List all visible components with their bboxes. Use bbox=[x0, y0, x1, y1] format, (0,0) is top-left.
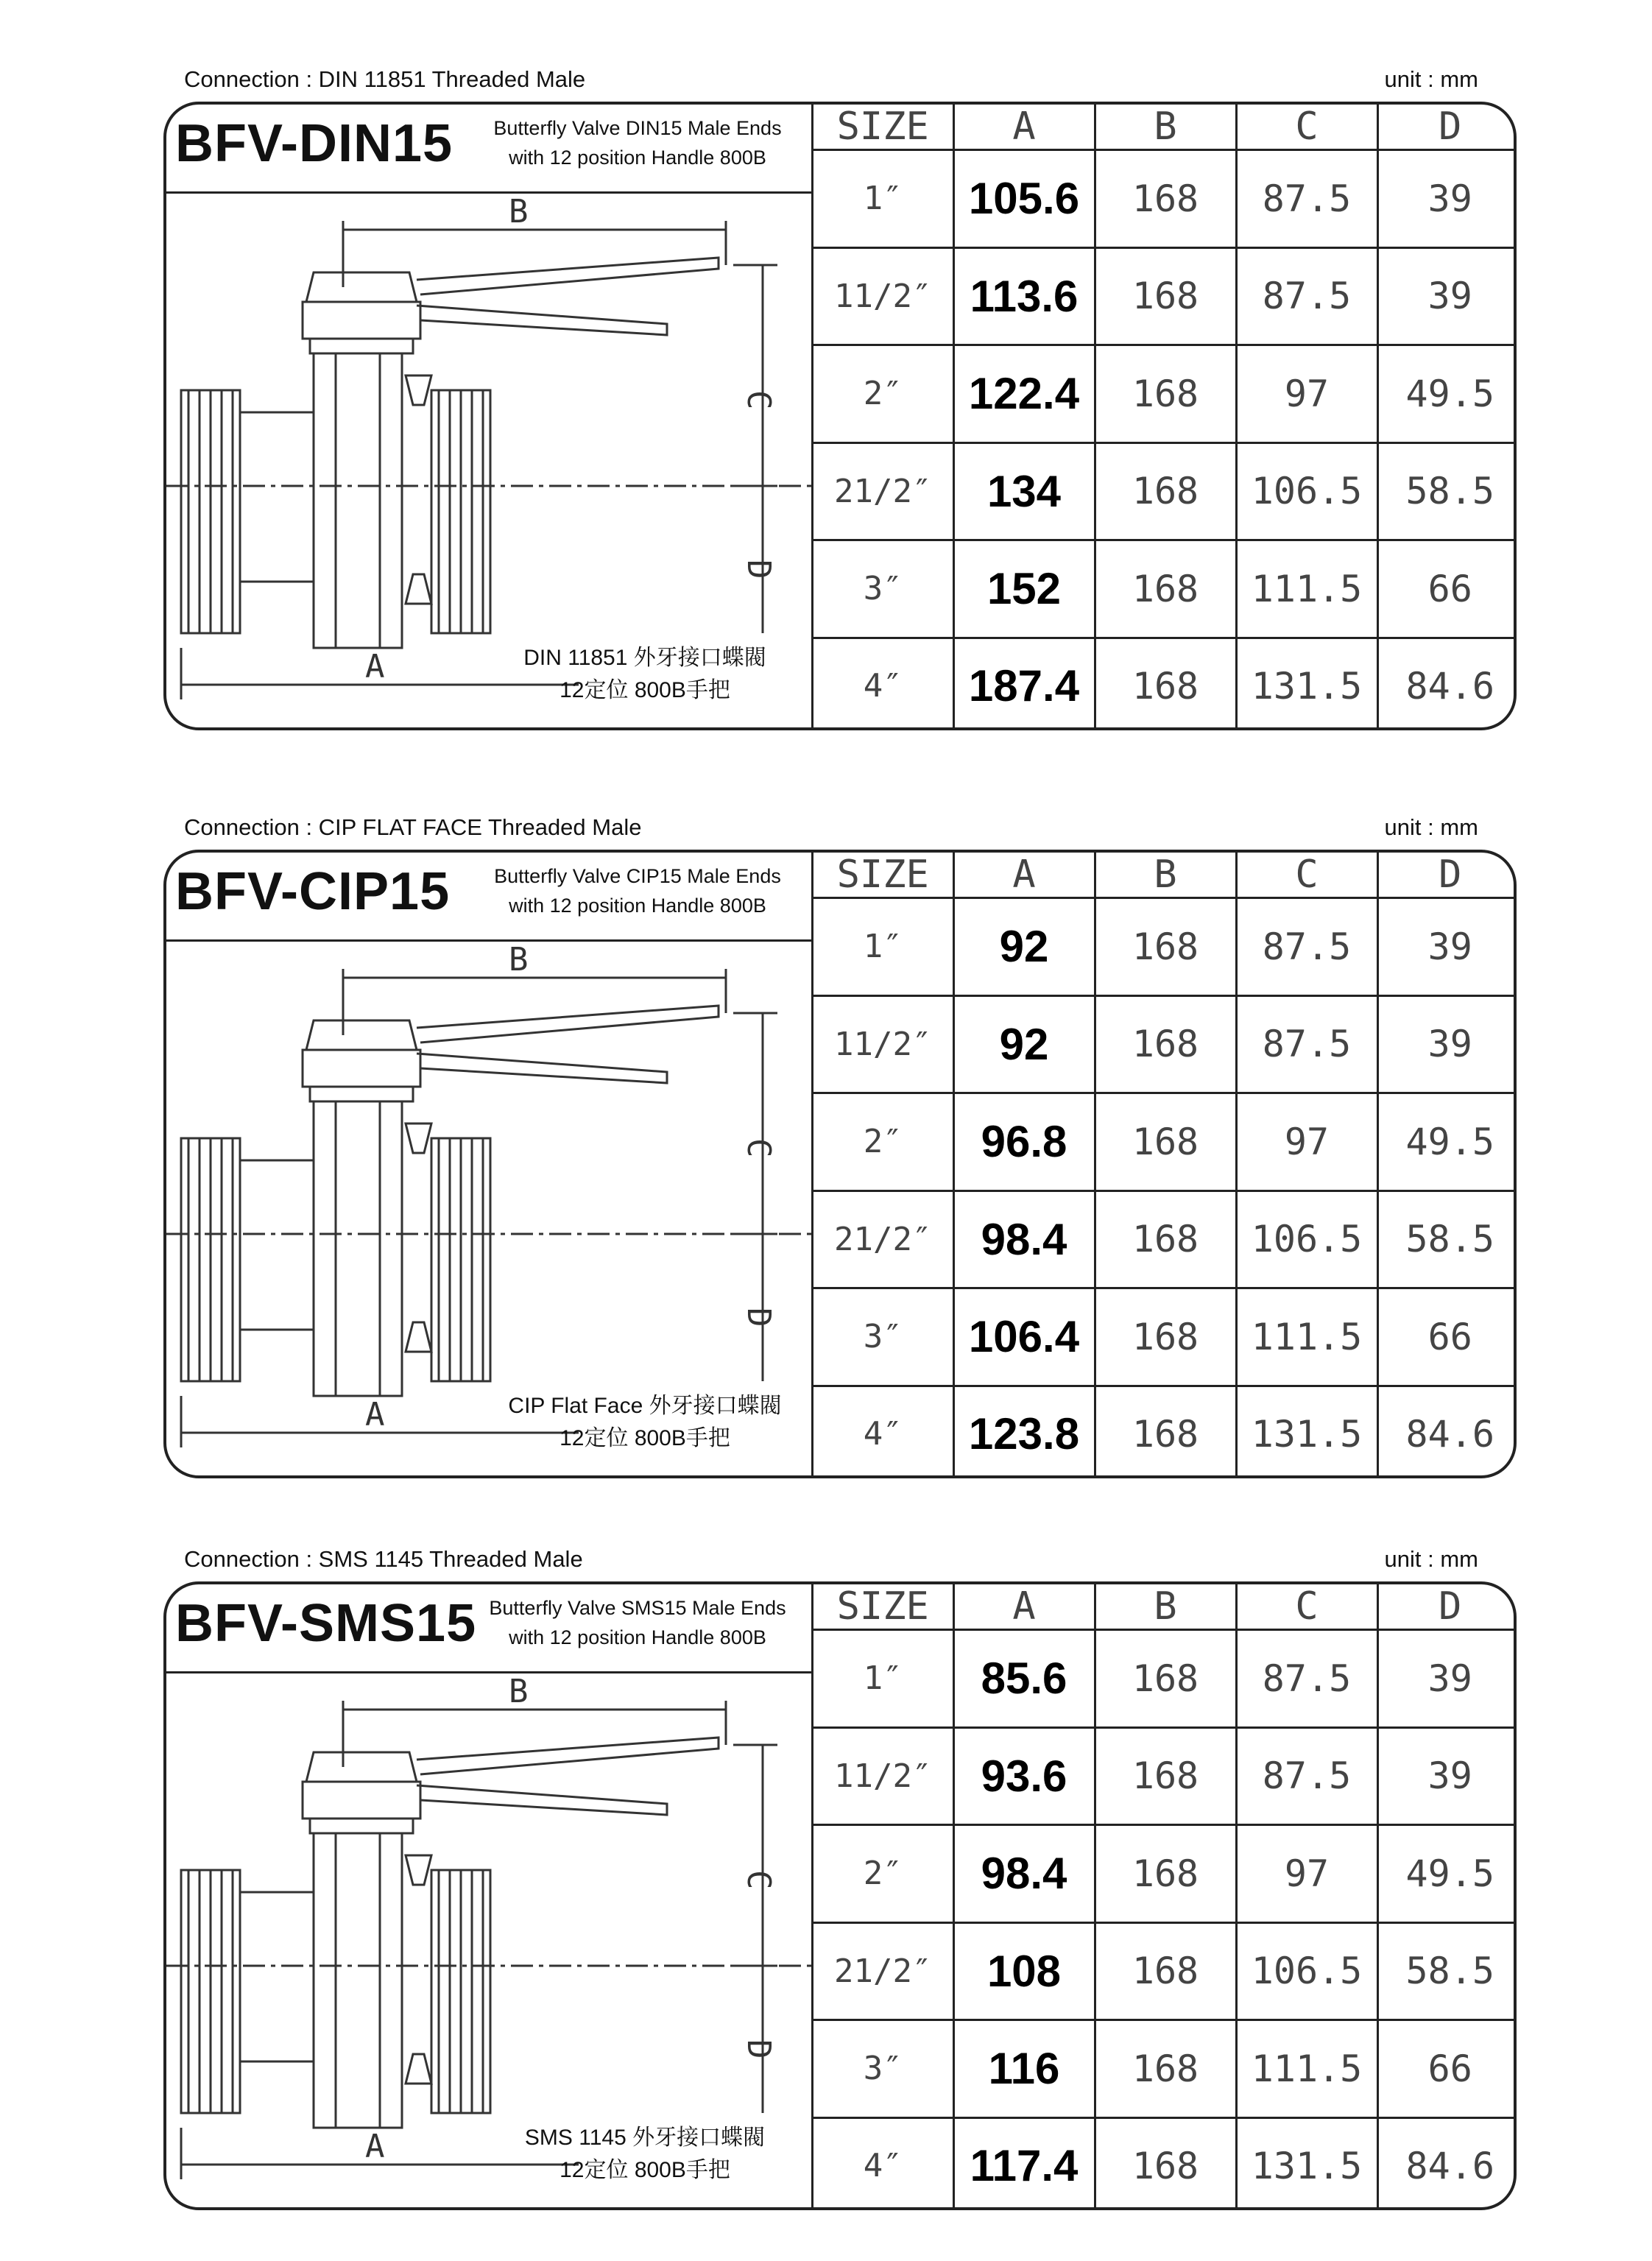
table-row bbox=[813, 1630, 1517, 1728]
column-header-a: A bbox=[953, 853, 1095, 898]
table-cell-size: 21/2″ bbox=[813, 442, 953, 540]
table-cell-a: 187.4 bbox=[953, 638, 1095, 730]
table-cell-d: 66 bbox=[1377, 1288, 1517, 1386]
table-cell-d: 39 bbox=[1377, 1630, 1517, 1728]
column-header-size: SIZE bbox=[813, 853, 953, 898]
model-description bbox=[468, 113, 807, 172]
table-cell-size: 3″ bbox=[813, 1288, 953, 1386]
table-cell-size: 11/2″ bbox=[813, 995, 953, 1093]
model-name: BFV-CIP15 bbox=[175, 862, 451, 921]
drawing-caption bbox=[490, 1390, 799, 1455]
table-cell-c: 87.5 bbox=[1236, 247, 1377, 345]
table-cell-size: 1″ bbox=[813, 150, 953, 248]
table-cell-a: 106.4 bbox=[953, 1288, 1095, 1386]
table-cell-size: 2″ bbox=[813, 345, 953, 443]
table-cell-b: 168 bbox=[1095, 540, 1236, 638]
table-cell-c: 97 bbox=[1236, 1093, 1377, 1191]
table-cell-c: 106.5 bbox=[1236, 1922, 1377, 2020]
valve-drawing bbox=[166, 939, 811, 1478]
table-row bbox=[813, 1386, 1517, 1478]
table-cell-size: 3″ bbox=[813, 540, 953, 638]
connection-label: Connection : SMS 1145 Threaded Male bbox=[184, 1546, 583, 1572]
table-cell-size: 1″ bbox=[813, 1630, 953, 1728]
dimension-c-label: C bbox=[740, 390, 777, 410]
table-cell-size: 11/2″ bbox=[813, 247, 953, 345]
unit-label: unit : mm bbox=[1384, 66, 1478, 92]
table-cell-d: 39 bbox=[1377, 1727, 1517, 1825]
table-cell-b: 168 bbox=[1095, 1191, 1236, 1288]
dimension-d-label: D bbox=[740, 1308, 777, 1327]
table-cell-b: 168 bbox=[1095, 1630, 1236, 1728]
table-cell-b: 168 bbox=[1095, 1825, 1236, 1923]
table-cell-a: 117.4 bbox=[953, 2117, 1095, 2210]
table-cell-size: 2″ bbox=[813, 1093, 953, 1191]
table-cell-size: 4″ bbox=[813, 1386, 953, 1478]
title-box bbox=[166, 1584, 811, 1673]
valve-drawing bbox=[166, 1671, 811, 2210]
table-cell-a: 96.8 bbox=[953, 1093, 1095, 1191]
table-row bbox=[813, 898, 1517, 996]
table-cell-c: 97 bbox=[1236, 345, 1377, 443]
table-cell-c: 106.5 bbox=[1236, 1191, 1377, 1288]
dimension-b-label: B bbox=[509, 1673, 529, 1710]
table-cell-d: 49.5 bbox=[1377, 1825, 1517, 1923]
table-cell-c: 97 bbox=[1236, 1825, 1377, 1923]
table-row bbox=[813, 1093, 1517, 1191]
table-cell-d: 39 bbox=[1377, 898, 1517, 996]
model-description bbox=[468, 861, 807, 920]
table-cell-d: 58.5 bbox=[1377, 442, 1517, 540]
table-cell-d: 39 bbox=[1377, 150, 1517, 248]
dimension-table bbox=[811, 853, 1517, 1478]
drawing-caption bbox=[490, 642, 799, 707]
table-cell-d: 84.6 bbox=[1377, 638, 1517, 730]
table-cell-c: 87.5 bbox=[1236, 1727, 1377, 1825]
column-header-b: B bbox=[1095, 853, 1236, 898]
table-row bbox=[813, 1191, 1517, 1288]
caption-line-1: CIP Flat Face 外牙接口蝶閥 bbox=[508, 1394, 782, 1418]
table-cell-a: 116 bbox=[953, 2020, 1095, 2118]
table-cell-size: 4″ bbox=[813, 2117, 953, 2210]
table-cell-d: 84.6 bbox=[1377, 2117, 1517, 2210]
caption-line-2: 12定位 800B手把 bbox=[560, 1426, 730, 1450]
table-cell-b: 168 bbox=[1095, 1727, 1236, 1825]
caption-line-2: 12定位 800B手把 bbox=[560, 678, 730, 702]
model-name: BFV-SMS15 bbox=[175, 1594, 477, 1653]
table-cell-b: 168 bbox=[1095, 345, 1236, 443]
table-cell-b: 168 bbox=[1095, 995, 1236, 1093]
dimension-table bbox=[811, 105, 1517, 730]
description-line-1: Butterfly Valve SMS15 Male Ends bbox=[489, 1597, 786, 1619]
table-cell-c: 106.5 bbox=[1236, 442, 1377, 540]
column-header-d: D bbox=[1377, 105, 1517, 150]
model-name: BFV-DIN15 bbox=[175, 114, 453, 173]
column-header-c: C bbox=[1236, 105, 1377, 150]
table-cell-size: 21/2″ bbox=[813, 1922, 953, 2020]
table-row bbox=[813, 345, 1517, 443]
description-line-2: with 12 position Handle 800B bbox=[509, 1626, 766, 1648]
table-cell-size: 21/2″ bbox=[813, 1191, 953, 1288]
table-row bbox=[813, 995, 1517, 1093]
table-cell-d: 49.5 bbox=[1377, 345, 1517, 443]
table-cell-c: 131.5 bbox=[1236, 1386, 1377, 1478]
table-cell-size: 2″ bbox=[813, 1825, 953, 1923]
dimension-c-label: C bbox=[740, 1870, 777, 1890]
table-cell-b: 168 bbox=[1095, 2020, 1236, 2118]
table-cell-b: 168 bbox=[1095, 1093, 1236, 1191]
table-cell-a: 93.6 bbox=[953, 1727, 1095, 1825]
table-row bbox=[813, 1288, 1517, 1386]
column-header-c: C bbox=[1236, 853, 1377, 898]
table-cell-size: 4″ bbox=[813, 638, 953, 730]
column-header-d: D bbox=[1377, 1584, 1517, 1630]
dimension-b-label: B bbox=[509, 941, 529, 978]
table-row bbox=[813, 442, 1517, 540]
table-cell-d: 66 bbox=[1377, 2020, 1517, 2118]
dimension-d-label: D bbox=[740, 2039, 777, 2059]
table-row bbox=[813, 1727, 1517, 1825]
table-cell-d: 84.6 bbox=[1377, 1386, 1517, 1478]
title-box bbox=[166, 853, 811, 942]
table-row bbox=[813, 247, 1517, 345]
table-cell-c: 87.5 bbox=[1236, 1630, 1377, 1728]
table-cell-b: 168 bbox=[1095, 442, 1236, 540]
spec-panel bbox=[163, 850, 1517, 1478]
table-row bbox=[813, 2117, 1517, 2210]
table-cell-size: 1″ bbox=[813, 898, 953, 996]
caption-line-1: DIN 11851 外牙接口蝶閥 bbox=[523, 646, 766, 670]
connection-label: Connection : DIN 11851 Threaded Male bbox=[184, 66, 586, 92]
table-row bbox=[813, 1922, 1517, 2020]
table-cell-a: 123.8 bbox=[953, 1386, 1095, 1478]
table-cell-a: 113.6 bbox=[953, 247, 1095, 345]
caption-line-1: SMS 1145 外牙接口蝶閥 bbox=[524, 2126, 766, 2150]
table-cell-b: 168 bbox=[1095, 1386, 1236, 1478]
table-cell-a: 98.4 bbox=[953, 1825, 1095, 1923]
table-cell-a: 92 bbox=[953, 898, 1095, 996]
table-cell-size: 3″ bbox=[813, 2020, 953, 2118]
valve-drawing bbox=[166, 191, 811, 730]
table-cell-a: 152 bbox=[953, 540, 1095, 638]
table-row bbox=[813, 150, 1517, 248]
table-cell-b: 168 bbox=[1095, 2117, 1236, 2210]
table-cell-a: 122.4 bbox=[953, 345, 1095, 443]
table-cell-c: 87.5 bbox=[1236, 150, 1377, 248]
dimension-a-label: A bbox=[365, 1396, 385, 1433]
table-cell-d: 39 bbox=[1377, 247, 1517, 345]
table-row bbox=[813, 1825, 1517, 1923]
table-cell-d: 58.5 bbox=[1377, 1191, 1517, 1288]
column-header-b: B bbox=[1095, 1584, 1236, 1630]
table-cell-c: 131.5 bbox=[1236, 2117, 1377, 2210]
table-cell-a: 105.6 bbox=[953, 150, 1095, 248]
table-cell-a: 108 bbox=[953, 1922, 1095, 2020]
column-header-size: SIZE bbox=[813, 105, 953, 150]
table-cell-c: 87.5 bbox=[1236, 995, 1377, 1093]
unit-label: unit : mm bbox=[1384, 814, 1478, 840]
drawing-caption bbox=[490, 2122, 799, 2187]
table-cell-c: 111.5 bbox=[1236, 2020, 1377, 2118]
dimension-table bbox=[811, 1584, 1517, 2210]
model-description bbox=[468, 1593, 807, 1652]
table-cell-b: 168 bbox=[1095, 247, 1236, 345]
dimension-b-label: B bbox=[509, 193, 529, 230]
table-cell-a: 134 bbox=[953, 442, 1095, 540]
column-header-a: A bbox=[953, 1584, 1095, 1630]
table-cell-size: 11/2″ bbox=[813, 1727, 953, 1825]
column-header-c: C bbox=[1236, 1584, 1377, 1630]
description-line-1: Butterfly Valve DIN15 Male Ends bbox=[493, 117, 782, 139]
dimension-a-label: A bbox=[365, 2128, 385, 2165]
description-line-2: with 12 position Handle 800B bbox=[509, 147, 766, 169]
table-cell-c: 87.5 bbox=[1236, 898, 1377, 996]
column-header-a: A bbox=[953, 105, 1095, 150]
table-cell-b: 168 bbox=[1095, 1288, 1236, 1386]
table-cell-c: 111.5 bbox=[1236, 1288, 1377, 1386]
table-row bbox=[813, 2020, 1517, 2118]
table-row bbox=[813, 638, 1517, 730]
table-cell-d: 66 bbox=[1377, 540, 1517, 638]
dimension-d-label: D bbox=[740, 560, 777, 579]
table-cell-d: 58.5 bbox=[1377, 1922, 1517, 2020]
title-box bbox=[166, 105, 811, 194]
column-header-d: D bbox=[1377, 853, 1517, 898]
table-row bbox=[813, 540, 1517, 638]
table-cell-b: 168 bbox=[1095, 898, 1236, 996]
table-cell-b: 168 bbox=[1095, 150, 1236, 248]
table-cell-d: 39 bbox=[1377, 995, 1517, 1093]
unit-label: unit : mm bbox=[1384, 1546, 1478, 1572]
table-cell-d: 49.5 bbox=[1377, 1093, 1517, 1191]
dimension-c-label: C bbox=[740, 1138, 777, 1158]
table-cell-a: 98.4 bbox=[953, 1191, 1095, 1288]
column-header-size: SIZE bbox=[813, 1584, 953, 1630]
column-header-b: B bbox=[1095, 105, 1236, 150]
table-cell-c: 111.5 bbox=[1236, 540, 1377, 638]
table-cell-a: 92 bbox=[953, 995, 1095, 1093]
connection-label: Connection : CIP FLAT FACE Threaded Male bbox=[184, 814, 642, 840]
table-cell-b: 168 bbox=[1095, 1922, 1236, 2020]
table-cell-b: 168 bbox=[1095, 638, 1236, 730]
table-cell-a: 85.6 bbox=[953, 1630, 1095, 1728]
spec-panel bbox=[163, 1581, 1517, 2210]
table-cell-c: 131.5 bbox=[1236, 638, 1377, 730]
dimension-a-label: A bbox=[365, 648, 385, 685]
caption-line-2: 12定位 800B手把 bbox=[560, 2158, 730, 2182]
description-line-1: Butterfly Valve CIP15 Male Ends bbox=[494, 865, 781, 887]
spec-panel bbox=[163, 102, 1517, 730]
description-line-2: with 12 position Handle 800B bbox=[509, 895, 766, 917]
